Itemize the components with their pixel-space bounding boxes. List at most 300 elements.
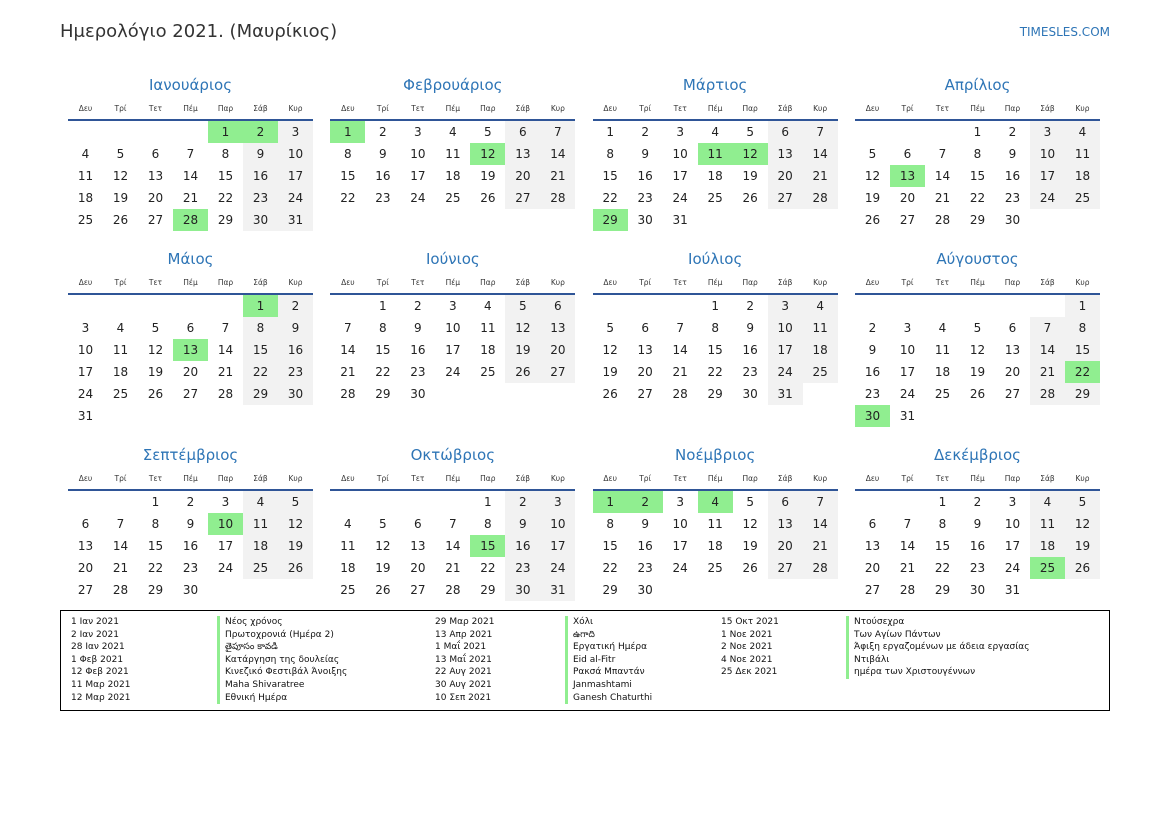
day-cell: 23: [182, 561, 199, 575]
day-cell: 13: [637, 343, 653, 357]
empty-day-cell: [855, 121, 890, 143]
day-cell: 7: [938, 147, 947, 161]
week-row: [330, 557, 575, 579]
day-cell: 13: [1004, 343, 1021, 357]
weekday-label: Τρί: [376, 104, 389, 113]
day-cell: 24: [217, 561, 234, 575]
week-row: [68, 317, 313, 339]
holiday-date: 15 Οκτ 2021: [721, 617, 779, 627]
day-cell: 30: [1004, 213, 1021, 227]
day-cell: 3: [278, 121, 313, 143]
weekday-label: Τετ: [411, 278, 425, 287]
weekday-label: Τετ: [148, 474, 163, 483]
empty-day-cell: [173, 121, 208, 143]
weekday-label: Κυρ: [813, 278, 828, 287]
day-cell: 10: [278, 143, 313, 165]
day-cell: 27: [864, 583, 881, 597]
holiday-date: 25 Δεκ 2021: [721, 667, 778, 678]
week-row: [855, 339, 1100, 361]
weekday-label: Τετ: [935, 104, 950, 113]
holiday-day-cell: 13: [890, 165, 925, 187]
day-cell: 2: [186, 495, 195, 509]
day-cell: 25: [77, 213, 94, 227]
day-cell: 4: [484, 299, 492, 313]
day-cell: 10: [899, 343, 916, 357]
weekday-header-row: [855, 272, 1100, 295]
weekday-label: Δευ: [865, 104, 880, 113]
day-cell: 22: [707, 365, 723, 379]
day-cell: 29: [602, 583, 618, 597]
holiday-name: Ντιβάλι: [846, 654, 1029, 667]
day-cell: 25: [340, 583, 356, 597]
holiday-name: Janmashtami: [565, 679, 652, 692]
week-row: [593, 491, 838, 513]
weekday-label: Παρ: [1004, 104, 1021, 113]
day-cell: 12: [602, 343, 618, 357]
week-row: [593, 579, 838, 601]
weekday-label: Παρ: [217, 278, 234, 287]
day-cell: 16: [410, 343, 426, 357]
week-row: [593, 121, 838, 143]
day-cell: 9: [973, 517, 982, 531]
day-cell: 28: [445, 583, 461, 597]
day-cell: 15: [243, 339, 278, 361]
day-cell: 17: [410, 169, 426, 183]
legend-column: [721, 616, 1029, 679]
week-row: [855, 143, 1100, 165]
day-cell: 6: [903, 147, 912, 161]
week-row: [855, 383, 1100, 405]
day-cell: 25: [934, 387, 951, 401]
day-cell: 24: [672, 191, 688, 205]
day-cell: 5: [746, 495, 754, 509]
day-cell: 15: [1065, 339, 1100, 361]
day-cell: 10: [768, 317, 803, 339]
weekday-label: Κυρ: [813, 474, 828, 483]
day-cell: 5: [116, 147, 125, 161]
day-cell: 8: [344, 147, 352, 161]
day-cell: 4: [243, 491, 278, 513]
weekday-label: Δευ: [341, 278, 355, 287]
empty-day-cell: [960, 295, 995, 317]
empty-day-cell: [278, 579, 313, 601]
day-cell: 16: [742, 343, 758, 357]
month-name: Νοέμβριος: [675, 446, 756, 464]
day-cell: 14: [217, 343, 234, 357]
week-row: [855, 361, 1100, 383]
holiday-name: Maha Shivaratree: [217, 679, 347, 692]
empty-day-cell: [995, 405, 1030, 427]
month-block: [593, 443, 838, 601]
day-cell: 22: [217, 191, 234, 205]
weekday-label: Παρ: [480, 474, 496, 483]
holiday-date: 22 Αυγ 2021: [435, 667, 492, 678]
empty-day-cell: [960, 405, 995, 427]
empty-day-cell: [243, 579, 278, 601]
holiday-name: Εργατική Ημέρα: [565, 641, 652, 654]
day-cell: 18: [803, 339, 838, 361]
day-cell: 15: [602, 539, 618, 553]
holiday-date: 28 Ιαν 2021: [71, 642, 125, 653]
weekday-label: Πέμ: [183, 104, 198, 113]
day-cell: 14: [899, 539, 916, 553]
day-cell: 15: [375, 343, 391, 357]
month-block: [330, 247, 575, 405]
week-row: [855, 405, 1100, 427]
weekday-label: Σάβ: [515, 104, 531, 113]
day-cell: 11: [243, 513, 278, 535]
holiday-date: 29 Μαρ 2021: [435, 617, 495, 627]
week-row: [593, 165, 838, 187]
week-row: [855, 295, 1100, 317]
day-cell: 19: [602, 365, 618, 379]
day-cell: 11: [445, 147, 461, 161]
empty-day-cell: [365, 491, 400, 513]
day-cell: 21: [340, 365, 356, 379]
day-cell: 3: [676, 125, 684, 139]
weekday-label: Πέμ: [707, 278, 723, 287]
holiday-day-cell: 1: [330, 121, 365, 143]
day-cell: 13: [147, 169, 164, 183]
empty-day-cell: [1065, 405, 1100, 427]
day-cell: 10: [1004, 517, 1021, 531]
day-cell: 25: [480, 365, 496, 379]
day-cell: 28: [803, 187, 838, 209]
day-cell: 8: [221, 147, 230, 161]
day-cell: 15: [602, 169, 618, 183]
day-cell: 20: [1004, 365, 1021, 379]
day-cell: 3: [903, 321, 912, 335]
weekday-label: Πέμ: [183, 474, 198, 483]
day-cell: 8: [938, 517, 947, 531]
day-cell: 28: [112, 583, 129, 597]
day-cell: 6: [868, 517, 877, 531]
day-cell: 1: [606, 125, 614, 139]
day-cell: 7: [1030, 317, 1065, 339]
day-cell: 2: [868, 321, 877, 335]
day-cell: 19: [147, 365, 164, 379]
day-cell: 6: [81, 517, 90, 531]
empty-day-cell: [330, 491, 365, 513]
day-cell: 13: [864, 539, 881, 553]
week-row: [330, 295, 575, 317]
day-cell: 24: [278, 187, 313, 209]
weekday-label: Τετ: [935, 278, 950, 287]
empty-day-cell: [803, 209, 838, 231]
day-cell: 29: [480, 583, 496, 597]
day-cell: 24: [445, 365, 461, 379]
day-cell: 22: [147, 561, 164, 575]
day-cell: 7: [116, 517, 125, 531]
day-cell: 10: [1030, 143, 1065, 165]
day-cell: 3: [540, 491, 575, 513]
day-cell: 8: [606, 517, 614, 531]
day-cell: 25: [445, 191, 461, 205]
week-row: [593, 295, 838, 317]
empty-day-cell: [890, 121, 925, 143]
day-cell: 24: [540, 557, 575, 579]
holiday-date: 1 Ιαν 2021: [71, 617, 119, 627]
day-cell: 9: [278, 317, 313, 339]
day-cell: 21: [899, 561, 916, 575]
day-cell: 29: [707, 387, 723, 401]
holiday-day-cell: 25: [1030, 557, 1065, 579]
day-cell: 29: [243, 383, 278, 405]
day-cell: 5: [278, 491, 313, 513]
weekday-header-row: [855, 98, 1100, 121]
day-cell: 16: [1004, 169, 1021, 183]
day-cell: 20: [182, 365, 199, 379]
day-cell: 4: [803, 295, 838, 317]
empty-day-cell: [138, 121, 173, 143]
day-cell: 6: [540, 295, 575, 317]
day-cell: 17: [278, 165, 313, 187]
week-row: [330, 339, 575, 361]
empty-day-cell: [540, 383, 575, 405]
weekday-label: Δευ: [865, 278, 880, 287]
day-cell: 20: [864, 561, 881, 575]
holiday-name: Χόλι: [565, 616, 652, 629]
holiday-date: 13 Μαΐ 2021: [435, 654, 492, 665]
week-row: [593, 535, 838, 557]
week-row: [855, 557, 1100, 579]
weekday-label: Κυρ: [813, 104, 828, 113]
month-block: [593, 73, 838, 231]
day-cell: 18: [707, 539, 723, 553]
day-cell: 19: [480, 169, 496, 183]
day-cell: 29: [375, 387, 391, 401]
week-row: [330, 143, 575, 165]
week-row: [330, 121, 575, 143]
day-cell: 23: [969, 561, 986, 575]
holiday-day-cell: 29: [593, 209, 628, 231]
holiday-day-cell: 2: [243, 121, 278, 143]
day-cell: 8: [606, 147, 614, 161]
holiday-date: 1 Νοε 2021: [721, 629, 773, 640]
holiday-date: 4 Νοε 2021: [721, 654, 773, 665]
day-cell: 1: [973, 125, 982, 139]
week-row: [593, 339, 838, 361]
day-cell: 31: [1004, 583, 1021, 597]
week-row: [593, 187, 838, 209]
day-cell: 24: [768, 361, 803, 383]
day-cell: 22: [602, 191, 618, 205]
day-cell: 9: [868, 343, 877, 357]
day-cell: 23: [505, 557, 540, 579]
empty-day-cell: [768, 209, 803, 231]
day-cell: 31: [278, 209, 313, 231]
empty-day-cell: [1030, 295, 1065, 317]
day-cell: 4: [938, 321, 947, 335]
day-cell: 10: [672, 517, 688, 531]
holiday-date: 13 Απρ 2021: [435, 629, 493, 640]
empty-day-cell: [593, 295, 628, 317]
day-cell: 29: [934, 583, 951, 597]
empty-day-cell: [138, 405, 173, 427]
day-cell: 8: [973, 147, 982, 161]
day-cell: 28: [217, 387, 234, 401]
weekday-label: Κυρ: [1075, 474, 1090, 483]
day-cell: 10: [540, 513, 575, 535]
day-cell: 21: [445, 561, 461, 575]
empty-day-cell: [278, 405, 313, 427]
day-cell: 15: [217, 169, 234, 183]
day-cell: 23: [375, 191, 391, 205]
weekday-label: Σάβ: [253, 474, 268, 483]
day-cell: 15: [707, 343, 723, 357]
day-cell: 10: [445, 321, 461, 335]
empty-day-cell: [855, 491, 890, 513]
weekday-label: Τετ: [148, 278, 163, 287]
weekday-label: Σάβ: [1040, 278, 1055, 287]
day-cell: 3: [1008, 495, 1017, 509]
holiday-legend: [60, 610, 1110, 711]
month-name: Φεβρουάριος: [403, 76, 503, 94]
day-cell: 12: [278, 513, 313, 535]
day-cell: 16: [637, 169, 653, 183]
brand-link[interactable]: TIMESLES.COM: [1019, 25, 1110, 39]
day-cell: 31: [899, 409, 916, 423]
day-cell: 13: [77, 539, 94, 553]
holiday-name: ημέρα των Χριστουγέννων: [846, 666, 1029, 679]
weekday-label: Παρ: [217, 474, 234, 483]
day-cell: 2: [505, 491, 540, 513]
day-cell: 11: [112, 343, 129, 357]
day-cell: 26: [864, 213, 881, 227]
week-row: [68, 143, 313, 165]
day-cell: 2: [746, 299, 754, 313]
day-cell: 24: [1030, 187, 1065, 209]
day-cell: 27: [1004, 387, 1021, 401]
day-cell: 6: [151, 147, 160, 161]
weekday-label: Πέμ: [707, 104, 723, 113]
empty-day-cell: [698, 209, 733, 231]
holiday-day-cell: 28: [173, 209, 208, 231]
month-name: Μάιος: [167, 250, 214, 268]
weekday-label: Πέμ: [970, 278, 985, 287]
day-cell: 8: [1065, 317, 1100, 339]
week-row: [68, 361, 313, 383]
weekday-label: Τετ: [411, 474, 425, 483]
week-row: [855, 579, 1100, 601]
day-cell: 4: [116, 321, 125, 335]
holiday-date: 2 Ιαν 2021: [71, 629, 119, 640]
day-cell: 5: [1065, 491, 1100, 513]
day-cell: 2: [278, 295, 313, 317]
week-row: [593, 209, 838, 231]
day-cell: 29: [969, 213, 986, 227]
empty-day-cell: [768, 579, 803, 601]
weekday-label: Σάβ: [777, 474, 793, 483]
day-cell: 5: [606, 321, 614, 335]
weekday-label: Τρί: [901, 474, 914, 483]
holiday-day-cell: 22: [1065, 361, 1100, 383]
day-cell: 25: [1065, 187, 1100, 209]
day-cell: 5: [868, 147, 877, 161]
empty-day-cell: [470, 383, 505, 405]
day-cell: 14: [803, 513, 838, 535]
day-cell: 11: [934, 343, 951, 357]
day-cell: 17: [672, 539, 688, 553]
day-cell: 23: [864, 387, 881, 401]
weekday-label: Κυρ: [1075, 104, 1090, 113]
weekday-label: Τετ: [148, 104, 163, 113]
day-cell: 18: [77, 191, 94, 205]
week-row: [330, 579, 575, 601]
empty-day-cell: [208, 579, 243, 601]
holiday-name: Πρωτοχρονιά (Ημέρα 2): [217, 629, 347, 642]
month-name: Σεπτέμβριος: [142, 446, 239, 464]
month-block: [330, 73, 575, 209]
day-cell: 22: [969, 191, 986, 205]
day-cell: 14: [803, 143, 838, 165]
day-cell: 18: [480, 343, 496, 357]
empty-day-cell: [330, 295, 365, 317]
empty-day-cell: [243, 405, 278, 427]
day-cell: 28: [1030, 383, 1065, 405]
day-cell: 10: [77, 343, 94, 357]
weekday-header-row: [68, 468, 313, 491]
weekday-label: Σάβ: [253, 278, 268, 287]
week-row: [593, 361, 838, 383]
day-cell: 2: [1008, 125, 1017, 139]
weekday-label: Τετ: [411, 104, 425, 113]
weekday-header-row: [330, 468, 575, 491]
day-cell: 7: [676, 321, 684, 335]
day-cell: 16: [375, 169, 391, 183]
weekday-label: Κυρ: [1075, 278, 1090, 287]
day-cell: 6: [1008, 321, 1017, 335]
day-cell: 23: [278, 361, 313, 383]
day-cell: 28: [803, 557, 838, 579]
day-cell: 20: [768, 535, 803, 557]
weekday-label: Δευ: [865, 474, 880, 483]
day-cell: 16: [505, 535, 540, 557]
day-cell: 7: [449, 517, 457, 531]
holiday-day-cell: 1: [208, 121, 243, 143]
day-cell: 17: [217, 539, 234, 553]
day-cell: 27: [768, 557, 803, 579]
day-cell: 21: [803, 165, 838, 187]
week-row: [330, 165, 575, 187]
day-cell: 15: [147, 539, 164, 553]
holiday-day-cell: 12: [733, 143, 768, 165]
day-cell: 6: [414, 517, 422, 531]
day-cell: 25: [803, 361, 838, 383]
day-cell: 23: [637, 561, 653, 575]
weekday-label: Σάβ: [777, 278, 793, 287]
day-cell: 12: [505, 317, 540, 339]
day-cell: 15: [340, 169, 356, 183]
day-cell: 1: [379, 299, 387, 313]
day-cell: 12: [969, 343, 986, 357]
day-cell: 27: [410, 583, 426, 597]
empty-day-cell: [803, 383, 838, 405]
week-row: [68, 405, 313, 427]
day-cell: 12: [864, 169, 881, 183]
empty-day-cell: [925, 405, 960, 427]
month-block: [68, 73, 313, 231]
day-cell: 19: [1065, 535, 1100, 557]
day-cell: 14: [182, 169, 199, 183]
day-cell: 22: [375, 365, 391, 379]
day-cell: 12: [112, 169, 129, 183]
day-cell: 9: [505, 513, 540, 535]
day-cell: 30: [505, 579, 540, 601]
day-cell: 1: [1065, 295, 1100, 317]
day-cell: 14: [934, 169, 951, 183]
day-cell: 12: [742, 517, 758, 531]
